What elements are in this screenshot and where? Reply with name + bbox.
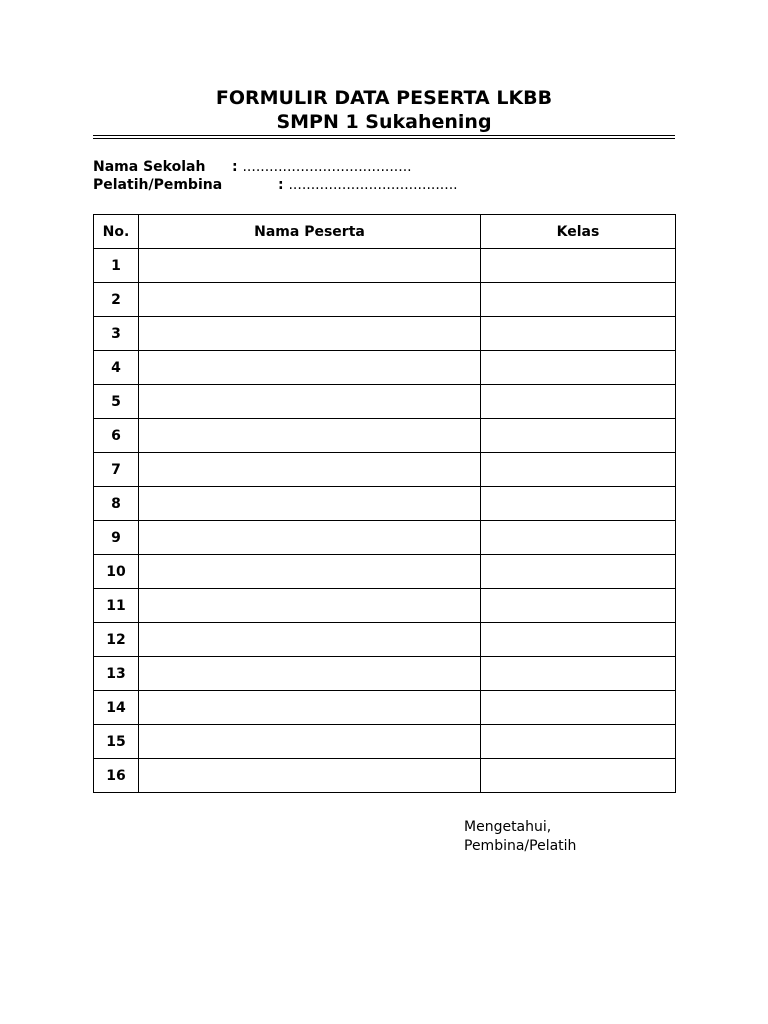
participant-name-cell [139, 555, 481, 589]
participant-class-cell [481, 521, 676, 555]
signature-block [464, 818, 576, 856]
participant-class-cell [481, 657, 676, 691]
participant-name-cell [139, 691, 481, 725]
participant-class-cell [481, 725, 676, 759]
row-number: 12 [94, 623, 139, 657]
row-number: 8 [94, 487, 139, 521]
participant-name-cell [139, 623, 481, 657]
participant-name-cell [139, 589, 481, 623]
participant-name-cell [139, 487, 481, 521]
participant-name-cell [139, 657, 481, 691]
row-number: 13 [94, 657, 139, 691]
participant-class-cell [481, 453, 676, 487]
participant-class-cell [481, 487, 676, 521]
row-number: 5 [94, 385, 139, 419]
table-row [94, 317, 676, 351]
participants-table [93, 214, 676, 793]
participant-name-cell [139, 453, 481, 487]
school-name-separator: : [232, 159, 238, 175]
row-number: 15 [94, 725, 139, 759]
participant-name-cell [139, 351, 481, 385]
participant-name-cell [139, 249, 481, 283]
table-header-row [94, 215, 676, 249]
signature-line-1: Mengetahui, [464, 819, 552, 835]
row-number: 10 [94, 555, 139, 589]
table-row [94, 453, 676, 487]
participant-name-cell [139, 419, 481, 453]
table-row [94, 283, 676, 317]
table-row [94, 521, 676, 555]
title-double-rule [93, 135, 675, 139]
school-name-label: Nama Sekolah [93, 159, 206, 175]
participant-name-cell [139, 725, 481, 759]
title-line-1: FORMULIR DATA PESERTA LKBB [215, 87, 553, 109]
table-row [94, 351, 676, 385]
table-row [94, 385, 676, 419]
participant-name-cell [139, 317, 481, 351]
document-title [93, 86, 675, 134]
table-row [94, 555, 676, 589]
participant-name-cell [139, 759, 481, 793]
row-number: 6 [94, 419, 139, 453]
row-number: 7 [94, 453, 139, 487]
row-number: 14 [94, 691, 139, 725]
participant-class-cell [481, 419, 676, 453]
participant-class-cell [481, 589, 676, 623]
participant-name-cell [139, 283, 481, 317]
header-no: No. [94, 215, 139, 249]
table-row [94, 691, 676, 725]
table-row [94, 623, 676, 657]
title-line-2: SMPN 1 Sukahening [276, 111, 492, 133]
header-class: Kelas [481, 215, 676, 249]
coach-label: Pelatih/Pembina [93, 177, 223, 193]
participant-name-cell [139, 521, 481, 555]
table-row [94, 759, 676, 793]
participant-class-cell [481, 691, 676, 725]
table-row [94, 725, 676, 759]
coach-field [93, 176, 458, 194]
participant-class-cell [481, 283, 676, 317]
participant-class-cell [481, 759, 676, 793]
participant-class-cell [481, 317, 676, 351]
participant-class-cell [481, 351, 676, 385]
participant-class-cell [481, 385, 676, 419]
row-number: 16 [94, 759, 139, 793]
signature-line-2: Pembina/Pelatih [464, 838, 577, 854]
row-number: 9 [94, 521, 139, 555]
participant-name-cell [139, 385, 481, 419]
row-number: 2 [94, 283, 139, 317]
table-row [94, 589, 676, 623]
row-number: 11 [94, 589, 139, 623]
table-row [94, 487, 676, 521]
participant-class-cell [481, 623, 676, 657]
participant-class-cell [481, 555, 676, 589]
table-row [94, 419, 676, 453]
row-number: 1 [94, 249, 139, 283]
participant-class-cell [481, 249, 676, 283]
table-row [94, 657, 676, 691]
school-name-blank: ...................................... [242, 159, 412, 175]
header-name: Nama Peserta [139, 215, 481, 249]
table-row [94, 249, 676, 283]
row-number: 3 [94, 317, 139, 351]
coach-blank: ...................................... [288, 177, 458, 193]
row-number: 4 [94, 351, 139, 385]
coach-separator: : [278, 177, 284, 193]
school-name-field [93, 158, 412, 176]
